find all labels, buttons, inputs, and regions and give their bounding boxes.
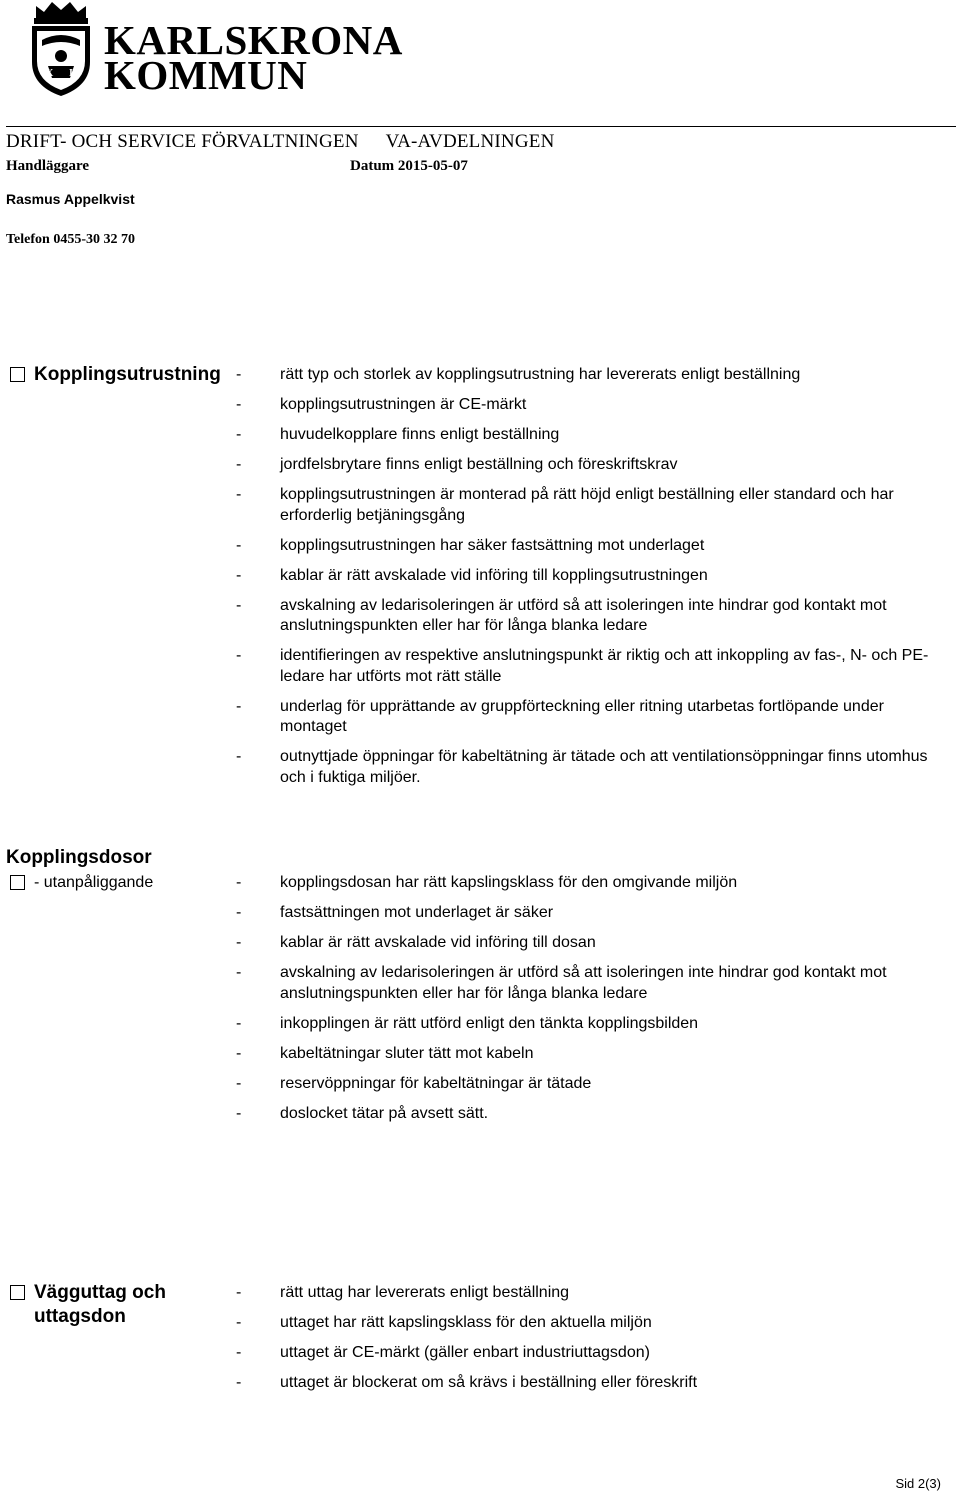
list-item: - kopplingsdosan har rätt kapslingsklass för den omgivande miljön xyxy=(236,874,738,891)
list-item: - kopplingsutrustningen är CE-märkt xyxy=(236,396,527,413)
svg-text:X: X xyxy=(46,68,54,79)
list-item: - fastsättningen mot underlaget är säker xyxy=(236,904,554,921)
checklist-vagguttag xyxy=(236,1283,936,1403)
checkbox-vagguttag[interactable] xyxy=(10,1285,25,1300)
list-item: - uttaget är CE-märkt (gäller enbart industriuttagsdon) xyxy=(236,1344,650,1361)
checklist-kopplingsdosor xyxy=(236,873,936,1134)
list-item: - uttaget har rätt kapslingsklass för den aktuella miljön xyxy=(236,1314,652,1331)
list-item: - underlag för upprättande av gruppförteckning eller ritning utarbetas fortlöpande under montaget xyxy=(236,697,884,735)
checkbox-kopplingsdosor-utanpaliggande[interactable] xyxy=(10,875,25,890)
list-item: - kabeltätningar sluter tätt mot kabeln xyxy=(236,1044,534,1062)
page-number: Sid 2(3) xyxy=(895,1476,941,1491)
list-item: - rätt typ och storlek av kopplingsutrustning har levererats enligt beställning xyxy=(236,366,801,383)
unit-name: VA-AVDELNINGEN xyxy=(385,131,555,152)
department-line xyxy=(6,131,555,153)
list-item: - uttaget är blockerat om så krävs i beställning eller föreskrift xyxy=(236,1374,698,1391)
list-item: - doslocket tätar på avsett sätt. xyxy=(236,1104,489,1122)
section-title-line2: uttagsdon xyxy=(34,1306,126,1327)
list-item: - huvudelkopplare finns enligt beställning xyxy=(236,426,560,443)
section-title-kopplingsdosor: Kopplingsdosor xyxy=(6,847,152,868)
list-item: - outnyttjade öppningar för kabeltätning är tätade och att ventilationsöppningar finns utomhus och i fuktiga miljöer. xyxy=(236,748,928,786)
checklist-kopplingsutrustning xyxy=(236,365,936,798)
section-title-line1: Vägguttag och xyxy=(34,1282,166,1303)
phone-number: Telefon 0455-30 32 70 xyxy=(6,232,135,247)
municipality-logo xyxy=(22,0,403,100)
list-item: - rätt uttag har levererats enligt beställning xyxy=(236,1284,570,1301)
document-date: Datum 2015-05-07 xyxy=(350,158,468,174)
list-item: - avskalning av ledarisoleringen är utförd så att isoleringen inte hindrar god kontakt mot anslutningspunkten eller har för långa blanka ledare xyxy=(236,596,887,634)
list-item: - identifieringen av respektive anslutningspunkt är riktig och att inkoppling av fas-, N- och PE-ledare har utförts mot rätt ställe xyxy=(236,647,929,685)
handlaggare-label: Handläggare xyxy=(6,158,90,174)
list-item: - jordfelsbrytare finns enligt beställning och föreskriftskrav xyxy=(236,456,678,473)
logo-line1: KARLSKRONA xyxy=(104,17,403,63)
handlaggare-name: Rasmus Appelkvist xyxy=(6,191,135,207)
department-name: DRIFT- OCH SERVICE FÖRVALTNINGEN xyxy=(6,131,359,152)
svg-text:I: I xyxy=(69,68,73,79)
list-item: - kopplingsutrustningen är monterad på rätt höjd enligt beställning eller standard och har erforderlig betjäningsgång xyxy=(236,486,894,524)
section-title-kopplingsutrustning: Kopplingsutrustning xyxy=(34,364,221,385)
logo-line2: KOMMUN xyxy=(104,52,308,98)
sub-label-utanpaliggande: - utanpåliggande xyxy=(34,874,154,891)
checkbox-kopplingsutrustning[interactable] xyxy=(10,367,25,382)
list-item: - kopplingsutrustningen har säker fastsättning mot underlaget xyxy=(236,536,705,554)
section-title-vagguttag xyxy=(34,1281,166,1329)
list-item: - kablar är rätt avskalade vid införing till kopplingsutrustningen xyxy=(236,566,708,584)
list-item: - reservöppningar för kabeltätningar är tätade xyxy=(236,1074,592,1092)
list-item: - avskalning av ledarisoleringen är utförd så att isoleringen inte hindrar god kontakt mot anslutningspunkten eller har för långa blanka ledare xyxy=(236,964,887,1002)
list-item: - kablar är rätt avskalade vid införing till dosan xyxy=(236,934,596,951)
header-rule xyxy=(6,126,956,127)
coat-of-arms-icon xyxy=(22,0,100,98)
list-item: - inkopplingen är rätt utförd enligt den tänkta kopplingsbilden xyxy=(236,1014,699,1032)
